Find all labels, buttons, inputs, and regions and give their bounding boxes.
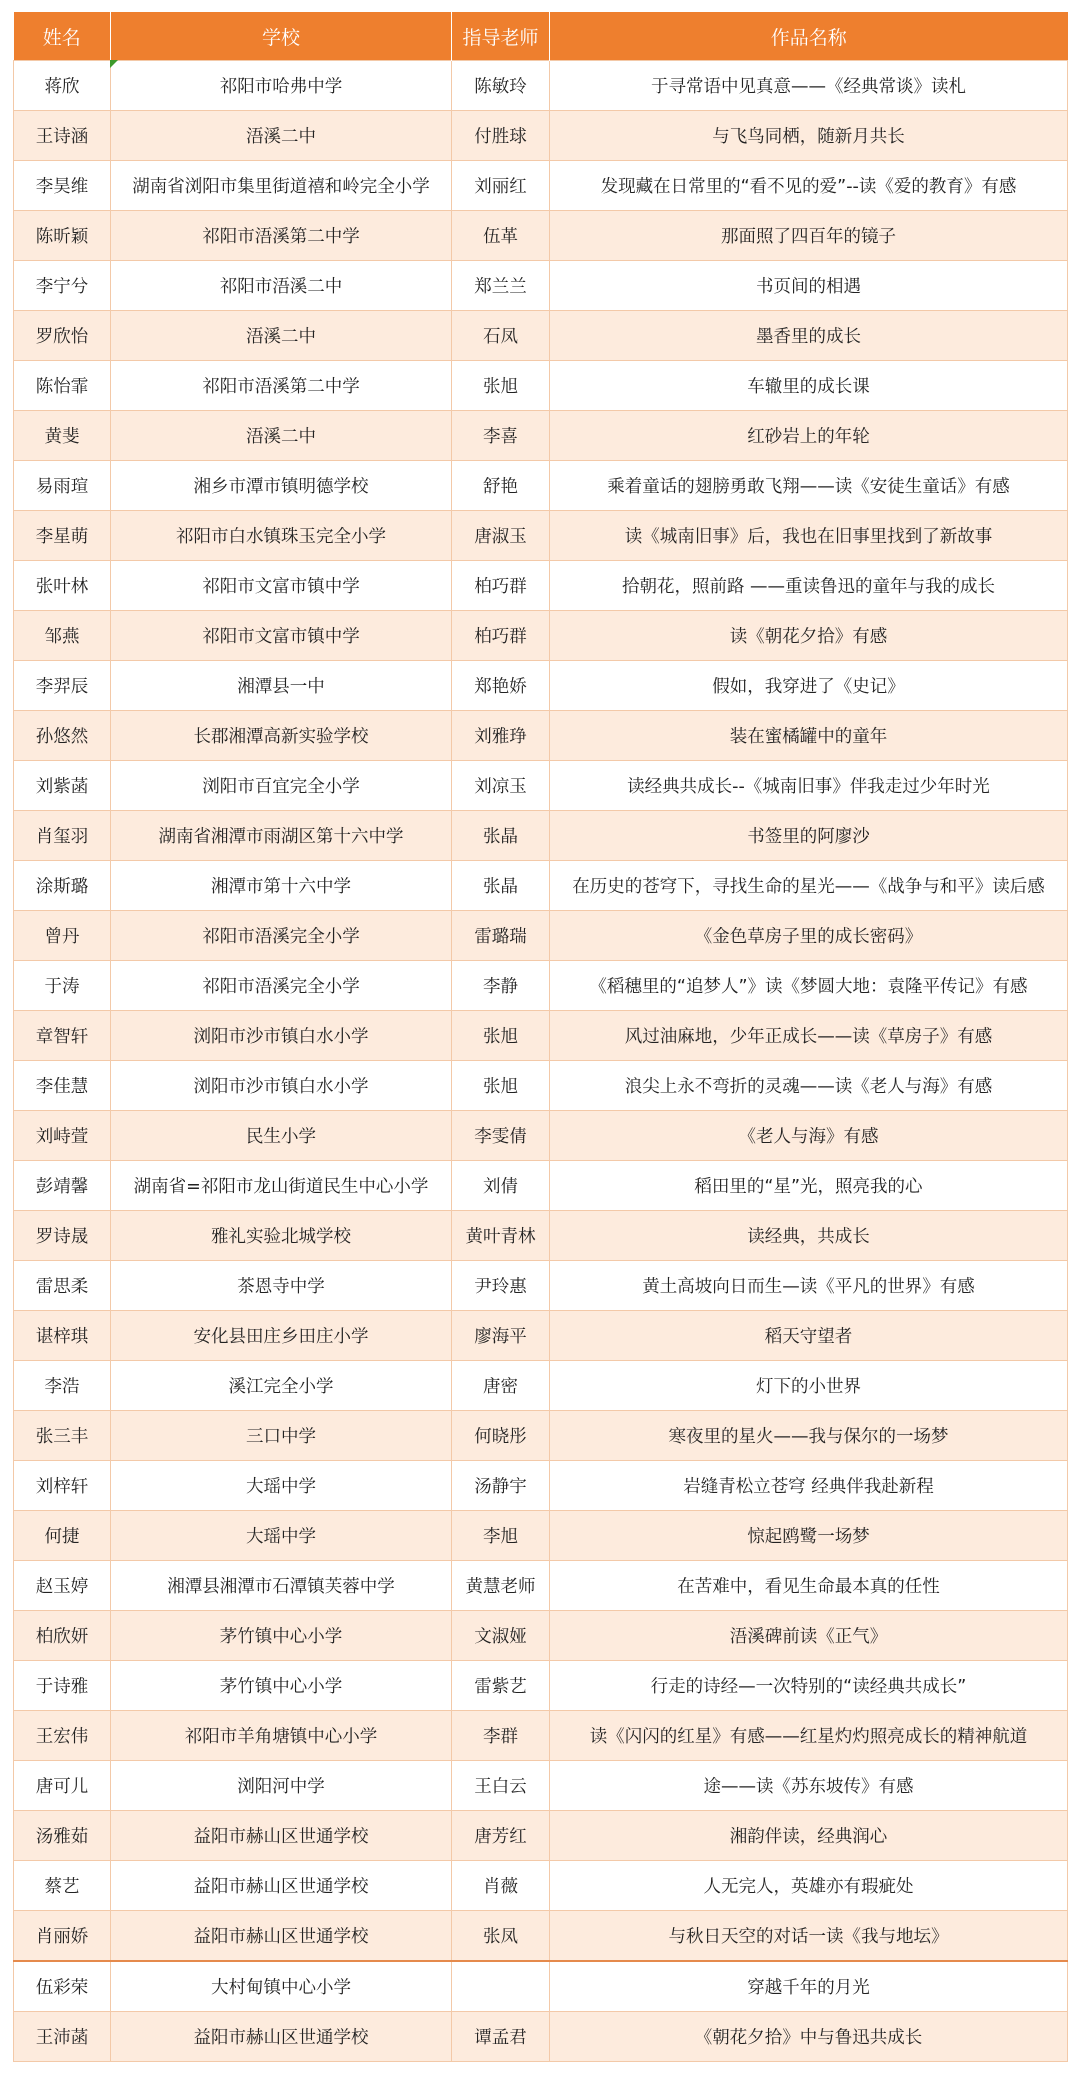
cell-student-name: 王宏伟 <box>14 1711 111 1761</box>
cell-work-title: 穿越千年的月光 <box>550 1961 1068 2012</box>
table-header <box>14 12 1068 61</box>
cell-work-title: 岩缝青松立苍穹 经典伴我赴新程 <box>550 1461 1068 1511</box>
cell-teacher: 张旭 <box>452 1011 550 1061</box>
cell-work-title: 拾朝花，照前路 ——重读鲁迅的童年与我的成长 <box>550 561 1068 611</box>
cell-student-name: 易雨瑄 <box>14 461 111 511</box>
cell-student-name: 罗欣怡 <box>14 311 111 361</box>
table-row <box>14 1411 1068 1461</box>
cell-work-title: 在历史的苍穹下，寻找生命的星光——《战争与和平》读后感 <box>550 861 1068 911</box>
cell-teacher: 张凤 <box>452 1911 550 1962</box>
cell-teacher: 李雯倩 <box>452 1111 550 1161</box>
cell-student-name: 李佳慧 <box>14 1061 111 1111</box>
cell-school: 安化县田庄乡田庄小学 <box>111 1311 452 1361</box>
cell-school: 湖南省=祁阳市龙山街道民生中心小学 <box>111 1161 452 1211</box>
cell-student-name: 罗诗晟 <box>14 1211 111 1261</box>
cell-work-title: 车辙里的成长课 <box>550 361 1068 411</box>
cell-work-title: 湘韵伴读，经典润心 <box>550 1811 1068 1861</box>
table-row <box>14 1761 1068 1811</box>
cell-school: 茶恩寺中学 <box>111 1261 452 1311</box>
cell-school: 浯溪二中 <box>111 411 452 461</box>
cell-work-title: 行走的诗经—一次特别的“读经典共成长” <box>550 1661 1068 1711</box>
table-row <box>14 2012 1068 2062</box>
cell-student-name: 于诗雅 <box>14 1661 111 1711</box>
cell-teacher: 汤静宇 <box>452 1461 550 1511</box>
table-row <box>14 511 1068 561</box>
table-row <box>14 611 1068 661</box>
table-row <box>14 1261 1068 1311</box>
cell-student-name: 汤雅茹 <box>14 1811 111 1861</box>
table-row <box>14 411 1068 461</box>
cell-teacher: 王白云 <box>452 1761 550 1811</box>
cell-school: 祁阳市哈弗中学 <box>111 61 452 111</box>
cell-teacher <box>452 1961 550 2012</box>
table-row <box>14 961 1068 1011</box>
cell-work-title: 黄土高坡向日而生—读《平凡的世界》有感 <box>550 1261 1068 1311</box>
cell-work-title: 稻天守望者 <box>550 1311 1068 1361</box>
cell-teacher: 唐密 <box>452 1361 550 1411</box>
cell-work-title: 乘着童话的翅膀勇敢飞翔——读《安徒生童话》有感 <box>550 461 1068 511</box>
cell-school: 祁阳市文富市镇中学 <box>111 561 452 611</box>
cell-student-name: 王诗涵 <box>14 111 111 161</box>
cell-school: 浏阳市百宜完全小学 <box>111 761 452 811</box>
cell-teacher: 石凤 <box>452 311 550 361</box>
cell-school: 浏阳市沙市镇白水小学 <box>111 1061 452 1111</box>
cell-teacher: 张旭 <box>452 361 550 411</box>
cell-teacher: 张旭 <box>452 1061 550 1111</box>
cell-work-title: 浪尖上永不弯折的灵魂——读《老人与海》有感 <box>550 1061 1068 1111</box>
cell-student-name: 王沛菡 <box>14 2012 111 2062</box>
cell-work-title: 途——读《苏东坡传》有感 <box>550 1761 1068 1811</box>
cell-student-name: 邹燕 <box>14 611 111 661</box>
cell-school: 益阳市赫山区世通学校 <box>111 1911 452 1962</box>
cell-work-title: 在苦难中，看见生命最本真的任性 <box>550 1561 1068 1611</box>
table-row <box>14 1611 1068 1661</box>
table-row <box>14 711 1068 761</box>
cell-work-title: 寒夜里的星火——我与保尔的一场梦 <box>550 1411 1068 1461</box>
cell-school: 溪江完全小学 <box>111 1361 452 1411</box>
table-row <box>14 1861 1068 1911</box>
cell-school: 民生小学 <box>111 1111 452 1161</box>
cell-school: 湖南省浏阳市集里街道禧和岭完全小学 <box>111 161 452 211</box>
cell-teacher: 肖薇 <box>452 1861 550 1911</box>
cell-student-name: 章智轩 <box>14 1011 111 1061</box>
header-teacher: 指导老师 <box>452 12 550 61</box>
cell-student-name: 李宁兮 <box>14 261 111 311</box>
cell-school: 浏阳河中学 <box>111 1761 452 1811</box>
table-row <box>14 1061 1068 1111</box>
table-row <box>14 1961 1068 2012</box>
cell-school: 大瑶中学 <box>111 1511 452 1561</box>
cell-school: 长郡湘潭高新实验学校 <box>111 711 452 761</box>
cell-work-title: 人无完人，英雄亦有瑕疵处 <box>550 1861 1068 1911</box>
table-row <box>14 261 1068 311</box>
cell-work-title: 与秋日天空的对话一读《我与地坛》 <box>550 1911 1068 1962</box>
cell-work-title: 读《城南旧事》后，我也在旧事里找到了新故事 <box>550 511 1068 561</box>
cell-student-name: 肖玺羽 <box>14 811 111 861</box>
cell-work-title: 惊起鸥鹭一场梦 <box>550 1511 1068 1561</box>
cell-work-title: 与飞鸟同栖，随新月共长 <box>550 111 1068 161</box>
table-row <box>14 861 1068 911</box>
table-row <box>14 1461 1068 1511</box>
cell-school: 湖南省湘潭市雨湖区第十六中学 <box>111 811 452 861</box>
cell-student-name: 孙悠然 <box>14 711 111 761</box>
cell-student-name: 陈昕颖 <box>14 211 111 261</box>
cell-teacher: 刘凉玉 <box>452 761 550 811</box>
cell-student-name: 张三丰 <box>14 1411 111 1461</box>
header-school: 学校 <box>111 12 452 61</box>
cell-school: 益阳市赫山区世通学校 <box>111 1861 452 1911</box>
cell-school: 浯溪二中 <box>111 311 452 361</box>
cell-comment-marker <box>110 60 118 68</box>
cell-school: 雅礼实验北城学校 <box>111 1211 452 1261</box>
cell-teacher: 张晶 <box>452 861 550 911</box>
cell-student-name: 彭靖馨 <box>14 1161 111 1211</box>
table-row <box>14 161 1068 211</box>
table-row <box>14 461 1068 511</box>
cell-student-name: 赵玉婷 <box>14 1561 111 1611</box>
cell-student-name: 张叶林 <box>14 561 111 611</box>
table-row <box>14 61 1068 111</box>
table-body <box>14 61 1068 2062</box>
cell-school: 益阳市赫山区世通学校 <box>111 1811 452 1861</box>
table-row <box>14 1911 1068 1962</box>
table-row <box>14 561 1068 611</box>
cell-school: 大瑶中学 <box>111 1461 452 1511</box>
cell-school: 祁阳市浯溪完全小学 <box>111 911 452 961</box>
header-row <box>14 12 1068 61</box>
cell-student-name: 陈怡霏 <box>14 361 111 411</box>
cell-school: 湘潭市第十六中学 <box>111 861 452 911</box>
cell-school: 祁阳市浯溪二中 <box>111 261 452 311</box>
cell-teacher: 雷紫艺 <box>452 1661 550 1711</box>
cell-school: 大村甸镇中心小学 <box>111 1961 452 2012</box>
cell-school: 益阳市赫山区世通学校 <box>111 2012 452 2062</box>
table-row <box>14 761 1068 811</box>
cell-school: 茅竹镇中心小学 <box>111 1661 452 1711</box>
table-row <box>14 361 1068 411</box>
cell-student-name: 涂斯璐 <box>14 861 111 911</box>
cell-teacher: 尹玲惠 <box>452 1261 550 1311</box>
cell-teacher: 李喜 <box>452 411 550 461</box>
cell-teacher: 刘雅琤 <box>452 711 550 761</box>
cell-student-name: 蒋欣 <box>14 61 111 111</box>
cell-teacher: 张晶 <box>452 811 550 861</box>
cell-teacher: 李旭 <box>452 1511 550 1561</box>
cell-work-title: 读《朝花夕拾》有感 <box>550 611 1068 661</box>
cell-student-name: 李羿辰 <box>14 661 111 711</box>
cell-work-title: 假如，我穿进了《史记》 <box>550 661 1068 711</box>
cell-work-title: 那面照了四百年的镜子 <box>550 211 1068 261</box>
cell-student-name: 于涛 <box>14 961 111 1011</box>
table-row <box>14 311 1068 361</box>
cell-teacher: 柏巧群 <box>452 611 550 661</box>
cell-teacher: 谭孟君 <box>452 2012 550 2062</box>
cell-student-name: 唐可儿 <box>14 1761 111 1811</box>
table-row <box>14 1711 1068 1761</box>
cell-teacher: 文淑娅 <box>452 1611 550 1661</box>
table-row <box>14 1011 1068 1061</box>
cell-work-title: 稻田里的“星”光，照亮我的心 <box>550 1161 1068 1211</box>
cell-work-title: 书页间的相遇 <box>550 261 1068 311</box>
cell-student-name: 谌梓琪 <box>14 1311 111 1361</box>
cell-school: 祁阳市羊角塘镇中心小学 <box>111 1711 452 1761</box>
cell-work-title: 浯溪碑前读《正气》 <box>550 1611 1068 1661</box>
cell-work-title: 读经典共成长--《城南旧事》伴我走过少年时光 <box>550 761 1068 811</box>
table-row <box>14 911 1068 961</box>
cell-work-title: 于寻常语中见真意——《经典常谈》读札 <box>550 61 1068 111</box>
cell-teacher: 唐芳红 <box>452 1811 550 1861</box>
cell-school: 祁阳市白水镇珠玉完全小学 <box>111 511 452 561</box>
cell-student-name: 刘紫菡 <box>14 761 111 811</box>
cell-teacher: 李群 <box>452 1711 550 1761</box>
cell-student-name: 肖丽娇 <box>14 1911 111 1962</box>
cell-teacher: 唐淑玉 <box>452 511 550 561</box>
cell-teacher: 陈敏玲 <box>452 61 550 111</box>
table-row <box>14 811 1068 861</box>
cell-work-title: 灯下的小世界 <box>550 1361 1068 1411</box>
cell-work-title: 装在蜜橘罐中的童年 <box>550 711 1068 761</box>
table-row <box>14 1211 1068 1261</box>
cell-teacher: 何晓彤 <box>452 1411 550 1461</box>
cell-work-title: 红砂岩上的年轮 <box>550 411 1068 461</box>
cell-school: 浏阳市沙市镇白水小学 <box>111 1011 452 1061</box>
cell-student-name: 柏欣妍 <box>14 1611 111 1661</box>
cell-school: 祁阳市文富市镇中学 <box>111 611 452 661</box>
cell-work-title: 风过油麻地，少年正成长——读《草房子》有感 <box>550 1011 1068 1061</box>
cell-student-name: 李浩 <box>14 1361 111 1411</box>
cell-work-title: 《老人与海》有感 <box>550 1111 1068 1161</box>
cell-work-title: 发现藏在日常里的“看不见的爱”--读《爱的教育》有感 <box>550 161 1068 211</box>
cell-student-name: 李星萌 <box>14 511 111 561</box>
table-row <box>14 661 1068 711</box>
table-row <box>14 111 1068 161</box>
cell-work-title: 读《闪闪的红星》有感——红星灼灼照亮成长的精神航道 <box>550 1711 1068 1761</box>
table-row <box>14 1811 1068 1861</box>
cell-teacher: 郑艳娇 <box>452 661 550 711</box>
cell-work-title: 《稻穗里的“追梦人”》读《梦圆大地：袁隆平传记》有感 <box>550 961 1068 1011</box>
cell-teacher: 郑兰兰 <box>452 261 550 311</box>
award-table-sheet <box>13 12 1067 2062</box>
table-row <box>14 1361 1068 1411</box>
cell-teacher: 黄慧老师 <box>452 1561 550 1611</box>
cell-student-name: 黄斐 <box>14 411 111 461</box>
cell-school: 祁阳市浯溪第二中学 <box>111 211 452 261</box>
cell-school: 湘潭县湘潭市石潭镇芙蓉中学 <box>111 1561 452 1611</box>
table-row <box>14 1511 1068 1561</box>
cell-student-name: 曾丹 <box>14 911 111 961</box>
cell-student-name: 伍彩荣 <box>14 1961 111 2012</box>
table-row <box>14 1661 1068 1711</box>
cell-teacher: 刘丽红 <box>452 161 550 211</box>
cell-student-name: 刘梓轩 <box>14 1461 111 1511</box>
cell-teacher: 柏巧群 <box>452 561 550 611</box>
cell-student-name: 蔡艺 <box>14 1861 111 1911</box>
cell-student-name: 刘峙萱 <box>14 1111 111 1161</box>
cell-school: 祁阳市浯溪第二中学 <box>111 361 452 411</box>
cell-teacher: 刘倩 <box>452 1161 550 1211</box>
cell-school: 祁阳市浯溪完全小学 <box>111 961 452 1011</box>
cell-student-name: 雷思柔 <box>14 1261 111 1311</box>
table-row <box>14 1561 1068 1611</box>
table-row <box>14 1161 1068 1211</box>
cell-teacher: 廖海平 <box>452 1311 550 1361</box>
cell-teacher: 舒艳 <box>452 461 550 511</box>
cell-teacher: 雷璐瑞 <box>452 911 550 961</box>
cell-school: 茅竹镇中心小学 <box>111 1611 452 1661</box>
cell-school: 湘乡市潭市镇明德学校 <box>111 461 452 511</box>
cell-student-name: 何捷 <box>14 1511 111 1561</box>
cell-work-title: 《朝花夕拾》中与鲁迅共成长 <box>550 2012 1068 2062</box>
cell-teacher: 黄叶青林 <box>452 1211 550 1261</box>
award-table <box>13 12 1068 2062</box>
table-row <box>14 211 1068 261</box>
header-name: 姓名 <box>14 12 111 61</box>
cell-teacher: 付胜球 <box>452 111 550 161</box>
cell-work-title: 读经典，共成长 <box>550 1211 1068 1261</box>
cell-student-name: 李昊维 <box>14 161 111 211</box>
table-row <box>14 1311 1068 1361</box>
cell-school: 浯溪二中 <box>111 111 452 161</box>
table-row <box>14 1111 1068 1161</box>
cell-school: 三口中学 <box>111 1411 452 1461</box>
header-work-title: 作品名称 <box>550 12 1068 61</box>
cell-teacher: 伍革 <box>452 211 550 261</box>
cell-work-title: 墨香里的成长 <box>550 311 1068 361</box>
cell-school: 湘潭县一中 <box>111 661 452 711</box>
cell-teacher: 李静 <box>452 961 550 1011</box>
cell-work-title: 书签里的阿廖沙 <box>550 811 1068 861</box>
cell-work-title: 《金色草房子里的成长密码》 <box>550 911 1068 961</box>
